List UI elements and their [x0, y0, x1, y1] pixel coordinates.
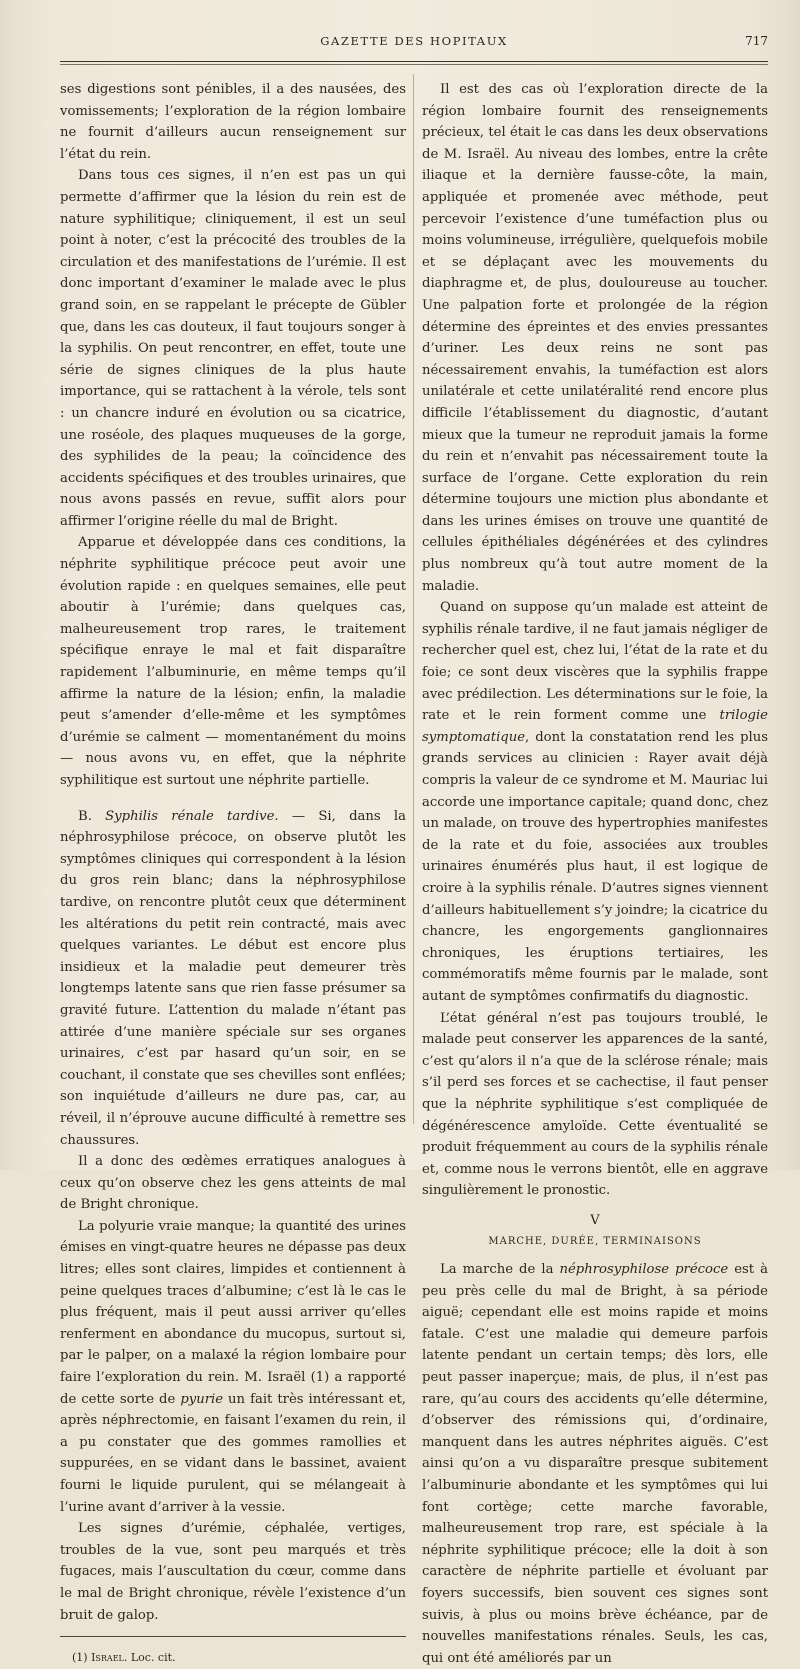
spacer — [60, 792, 406, 806]
footnote-rule — [60, 1636, 406, 1637]
header-rule-thin — [60, 64, 768, 65]
italic-term: pyurie — [180, 1391, 224, 1407]
running-title: GAZETTE DES HOPITAUX — [320, 34, 508, 48]
paragraph-text: Quand on suppose qu’un malade est atteint de syphilis rénale tardive, il ne faut jamais négliger de rechercher quel est, chez lui, l’état de la rate et du foie; ce sont deux viscères que la syphilis frappe avec prédilection. Les déterminations sur le foie, la rate et le rein forment comme une — [422, 600, 768, 724]
footnote-author: Israel. — [91, 1651, 128, 1665]
right-column — [422, 79, 768, 1669]
paragraph: Apparue et développée dans ces conditions, la néphrite syphilitique précoce peut avoir une évolution rapide : en quelques semaines, elle peut aboutir à l’urémie; dans quelques cas, malheureusement trop rares, le traitement spécifique enraye le mal et fait disparaître rapidement l’albuminurie, en même temps qu’il affirme la nature de la lésion; enfin, la maladie peut s’amender d’elle-même et les symptômes d’urémie se calment — momentanément du moins — nous avons vu, en effet, que la néphrite syphilitique est surtout une néphrite partielle. — [60, 535, 406, 788]
footnote-text: Loc. cit. — [127, 1651, 176, 1665]
section-number: V — [590, 1212, 600, 1228]
page-header — [60, 34, 768, 58]
paragraph: Il est des cas où l’exploration directe de la région lombaire fournit des renseignements précieux, tel était le cas dans les deux observations de M. Israël. Au niveau des lombes, entre la crête iliaque et la dernière fausse-côte, la main, appliquée et promenée avec méthode, peut percevoir l’existence d’une tuméfaction plus ou moins volumineuse, irrégulière, quelquefois mobile et se déplaçant avec les mouvements du diaphragme et, de plus, douloureuse au toucher. Une palpation forte et prolongée de la région détermine des épreintes et des envies pressantes d’uriner. Les deux reins ne sont pas nécessairement envahis, la tuméfaction est alors unilatérale et cette unilatéralité rend encore plus difficile l’établissement du diagnostic, d’autant mieux que la tumeur ne reproduit jamais la forme du rein et n’envahit pas nécessairement toute la surface de l’organe. Cette exploration du rein détermine toujours une miction plus abondante et dans les urines émises on trouve une quantité de cellules épithéliales dégénérées et des cylindres plus nombreux qu’à tout autre moment de la maladie. — [422, 82, 768, 594]
paragraph-text: un fait très intéressant et, après néphrectomie, en faisant l’examen du rein, il a pu constater que des gommes ramollies et suppurées, en se vidant dans le bassinet, avaient fourni le liquide purulent, qui se mélangeait à l’urine avant d’arriver à la vessie. — [60, 1391, 406, 1515]
paragraph-lead: B. — [78, 808, 106, 824]
footnote — [60, 1647, 406, 1669]
italic-term: trilogie symptomatique — [422, 708, 768, 745]
paragraph-text: est à peu près celle du mal de Bright, à sa période aiguë; cependant elle est moins rapide et moins fatale. C’est une maladie qui demeure parfois latente pendant un certain temps; dès lors, elle peut passer inaperçue; mais, de plus, il n’est pas rare, qu’au cours des accidents qu’elle détermine, d’observer des rémissions qui, d’ordinaire, manquent dans les autres néphrites aiguës. C’est ainsi qu’on a vu disparaître presque subitement l’albuminurie abondante et les symptômes qui lui font cortège; cette marche favorable, malheureusement trop rare, est spéciale à la néphrite syphilitique précoce; elle la doit à son caractère de néphrite partielle et évoluant par foyers successifs, bien souvent ces signes sont suivis, à plus ou moins brève échéance, par de nouvelles manifestations rénales. Seuls, les cas, qui ont été améliorés par un — [422, 1262, 768, 1666]
paragraph-text: — Si, dans la néphrosyphilose précoce, on observe plutôt les symptômes cliniques qui correspondent à la lésion du gros rein blanc; dans la néphrosyphilose tardive, on rencontre plutôt ceux que déterminent les altérations du petit rein contracté, mais avec quelques variantes. Le début est encore plus insidieux et la maladie peut demeurer très longtemps latente sans que rien fasse présumer sa gravité future. L’attention du malade n’étant pas attirée d’une manière spéciale sur ses organes urinaires, c’est par hasard qu’un soir, en se couchant, il constate que ses chevilles sont enflées; son inquiétude d’ailleurs ne dure pas, car, au réveil, il n’éprouve aucune difficulté à remettre ses chaussures. — [60, 808, 406, 1148]
paragraph-text: La polyurie vraie manque; la quantité des urines émises en vingt-quatre heures ne dépasse pas deux litres; elles sont claires, limpides et contiennent à peine quelques traces d’albumine; c’est là le cas le plus fréquent, mais il peut aussi arriver qu’elles renferment en abondance du mucopus, surtout si, par le palper, on a malaxé la région lombaire pour faire l’exploration du rein. M. Israël (1) a rapporté de cette sorte de — [60, 1218, 406, 1407]
paragraph: Il a donc des œdèmes erratiques analogues à ceux qu’on observe chez les gens atteints de mal de Bright chronique. — [60, 1154, 406, 1213]
subsection-title: Syphilis rénale tardive. — [105, 808, 279, 824]
paragraph-polyurie — [60, 1216, 406, 1518]
section-title: MARCHE, DURÉE, TERMINAISONS — [488, 1236, 702, 1248]
paragraph-syphilis-renale-tardive — [60, 806, 406, 1152]
paragraph-text: , dont la constatation rend les plus grands services au clinicien : Rayer avait déjà compris la valeur de ce syndrome et M. Mauriac lui accorde une importance capitale; quand donc, chez un malade, on trouve des hypertrophies manifestes de la rate et du foie, associées aux troubles urinaires énumérés plus haut, il est logique de croire à la syphilis rénale. D’autres signes viennent d’ailleurs habituellement s’y joindre; la cicatrice du chancre, les engorgements ganglionnaires chroniques, les éruptions tertiaires, les commémoratifs même fournis par le malade, sont autant de symptômes confirmatifs du diagnostic. — [422, 729, 768, 1004]
column-divider — [413, 74, 414, 1124]
page-number: 717 — [745, 34, 768, 48]
italic-term: néphrosyphilose précoce — [559, 1262, 729, 1278]
paragraph: L’état général n’est pas toujours troublé, le malade peut conserver les apparences de la santé, c’est qu’alors il n’a que de la sclérose rénale; mais s’il perd ses forces et se cachectise, il faut penser que la néphrite syphilitique s’est compliquée de dégénérescence amyloïde. Cette éventualité se produit fréquemment au cours de la syphilis rénale et, comme nous le verrons bientôt, elle en aggrave singulièrement le pronostic. — [422, 1010, 768, 1199]
paragraph-trilogie — [422, 597, 768, 1007]
paragraph-text: La marche de la — [440, 1262, 560, 1278]
footnote-number: (1) — [72, 1651, 92, 1665]
paragraph-marche — [422, 1259, 768, 1669]
left-column — [60, 79, 406, 1669]
paragraph: ses digestions sont pénibles, il a des nausées, des vomissements; l’exploration de la région lombaire ne fournit d’ailleurs aucun renseignement sur l’état du rein. — [60, 82, 406, 162]
paragraph: Dans tous ces signes, il n’en est pas un qui permette d’affirmer que la lésion du rein est de nature syphilitique; cliniquement, il est un seul point à noter, c’est la précocité des troubles de la circulation et des manifestations de l’urémie. Il est donc important d’examiner le malade avec le plus grand soin, en se rappelant le précepte de Gübler que, dans les cas douteux, il faut toujours songer à la syphilis. On peut rencontrer, en effet, toute une série de signes cliniques de la plus haute importance, qui se rattachent à la vérole, tels sont : un chancre induré en évolution ou sa cicatrice, une roséole, des plaques muqueuses de la gorge, des syphilides de la peau; la coïncidence des accidents spécifiques et des troubles urinaires, que nous avons passés en revue, suffit alors pour affirmer l’origine réelle du mal de Bright. — [60, 168, 406, 529]
paragraph: Les signes d’urémie, céphalée, vertiges, troubles de la vue, sont peu marqués et très fugaces, mais l’auscultation du cœur, comme dans le mal de Bright chronique, révèle l’existence d’un bruit de galop. — [60, 1521, 406, 1623]
header-rule — [60, 61, 768, 62]
